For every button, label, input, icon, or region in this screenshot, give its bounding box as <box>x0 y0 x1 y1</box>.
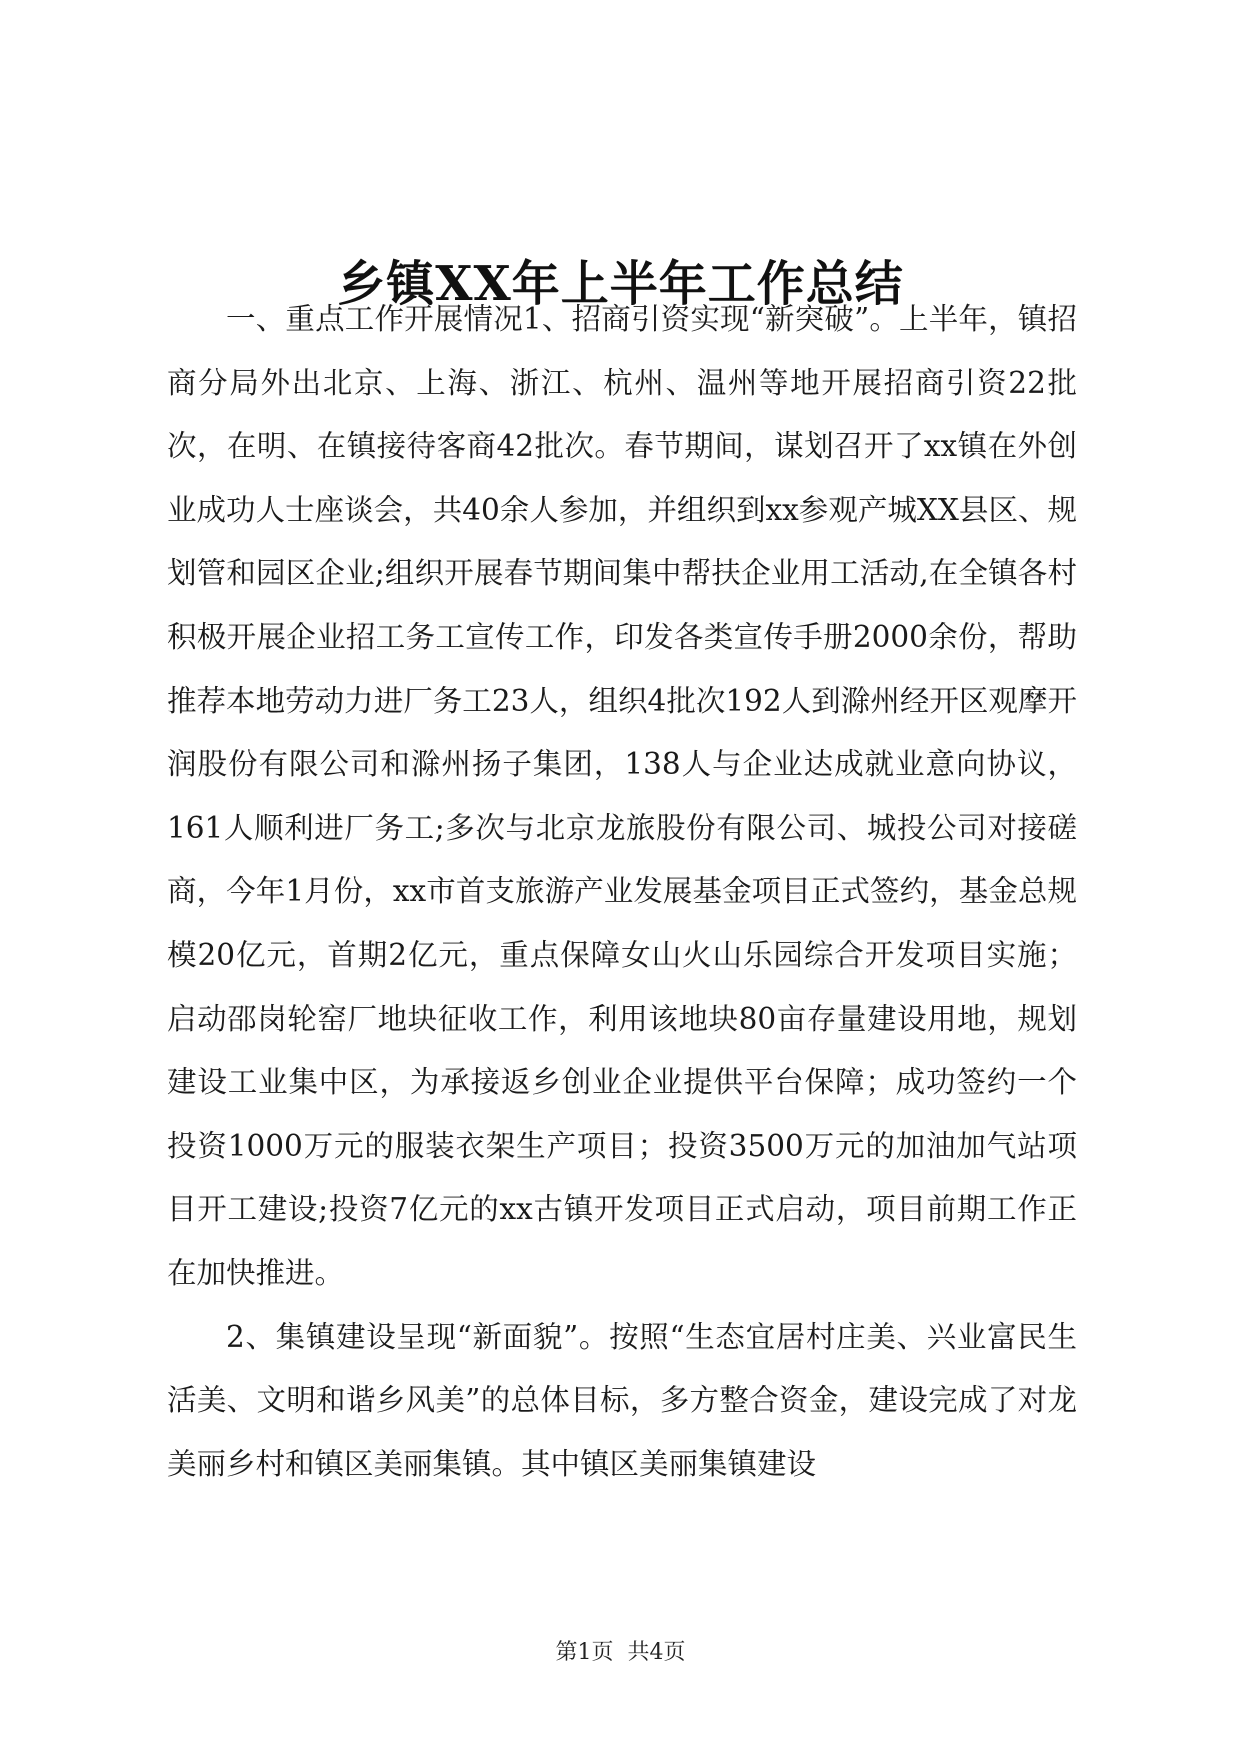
page-number: 第1页 <box>555 1640 614 1665</box>
page-total: 共4页 <box>627 1640 686 1665</box>
document-body <box>167 288 1077 1496</box>
paragraph-1: 一、重点工作开展情况1、招商引资实现“新突破”。上半年，镇招商分局外出北京、上海、浙江、杭州、温州等地开展招商引资22批次，在明、在镇接待客商42批次。春节期间，谋划召开了xx镇在外创业成功人士座谈会，共40余人参加，并组织到xx参观产城XX县区、规划管和园区企业;组织开展春节期间集中帮扶企业用工活动,在全镇各村积极开展企业招工务工宣传工作，印发各类宣传手册2000余份，帮助推荐本地劳动力进厂务工23人，组织4批次192人到滁州经开区观摩开润股份有限公司和滁州扬子集团，138人与企业达成就业意向协议，161人顺利进厂务工;多次与北京龙旅股份有限公司、城投公司对接磋商，今年1月份，xx市首支旅游产业发展基金项目正式签约，基金总规模20亿元，首期2亿元，重点保障女山火山乐园综合开发项目实施；启动邵岗轮窑厂地块征收工作，利用该地块80亩存量建设用地，规划建设工业集中区，为承接返乡创业企业提供平台保障；成功签约一个投资1000万元的服装衣架生产项目；投资3500万元的加油加气站项目开工建设;投资7亿元的xx古镇开发项目正式启动，项目前期工作正在加快推进。 <box>167 302 1077 1290</box>
document-title: 乡镇XX年上半年工作总结 <box>337 256 904 313</box>
page-footer <box>0 1638 1241 1668</box>
paragraph-2: 2、集镇建设呈现“新面貌”。按照“生态宜居村庄美、兴业富民生活美、文明和谐乡风美”的总体目标，多方整合资金，建设完成了对龙美丽乡村和镇区美丽集镇。其中镇区美丽集镇建设 <box>167 1319 1077 1481</box>
